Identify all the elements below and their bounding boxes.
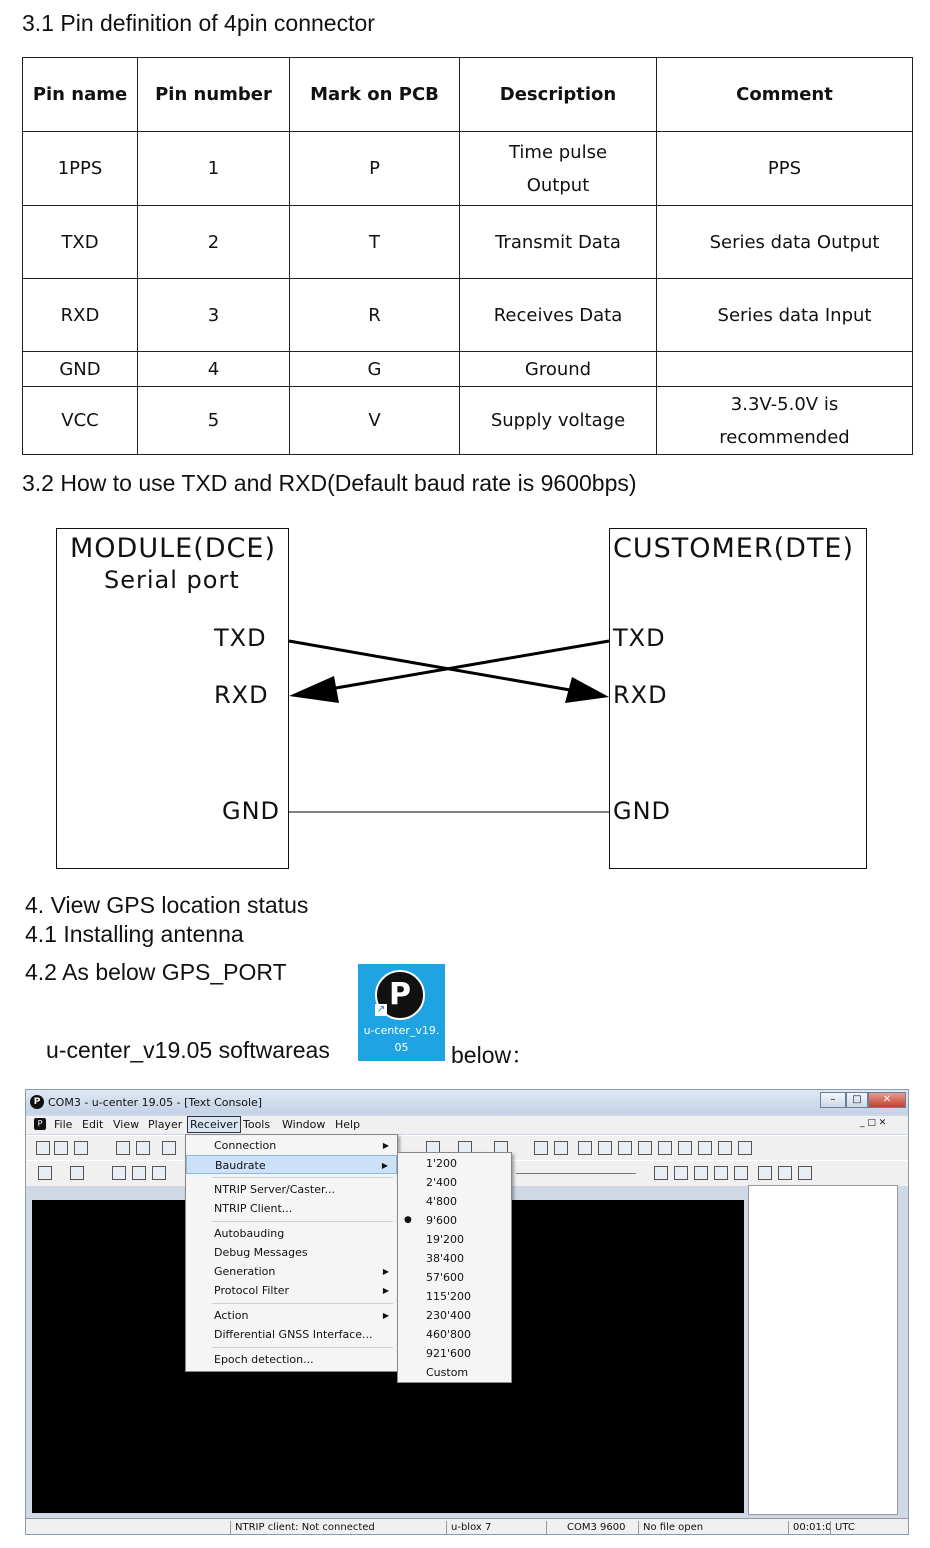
mdi-minimize-icon[interactable]: _ □ ✕: [860, 1118, 887, 1128]
cell-pin-name: RXD: [23, 279, 138, 352]
arrowhead-left-icon: [289, 676, 339, 703]
cell-description: Time pulse Output: [460, 132, 657, 206]
status-ntrip: NTRIP client: Not connected: [230, 1521, 446, 1535]
shortcut-arrow-icon: ↗: [376, 1004, 386, 1015]
warmstart-icon[interactable]: [674, 1166, 688, 1180]
cell-comment: Series data Output: [657, 206, 913, 279]
header-description: Description: [460, 58, 657, 132]
menu-item-action[interactable]: Action ▶: [186, 1306, 397, 1325]
status-receiver: u-blox 7: [446, 1521, 546, 1535]
header-pin-name: Pin name: [23, 58, 138, 132]
baudrate-option[interactable]: 4'800: [426, 1195, 458, 1208]
side-pane[interactable]: [748, 1185, 898, 1515]
player-slider[interactable]: [516, 1173, 636, 1174]
cell-pin-name: VCC: [23, 387, 138, 455]
cell-pin-name: TXD: [23, 206, 138, 279]
baudrate-option[interactable]: 1'200: [426, 1157, 458, 1170]
bug-icon[interactable]: [758, 1166, 772, 1180]
deviation-icon[interactable]: [698, 1141, 712, 1155]
table-icon[interactable]: [658, 1141, 672, 1155]
cell-pin-number: 1: [138, 132, 290, 206]
app-icon-label: u-center_v19. 05: [363, 1024, 440, 1054]
customer-title: CUSTOMER(DTE): [613, 533, 855, 564]
submenu-arrow-icon: ▶: [382, 1311, 389, 1320]
menu-help[interactable]: Help: [335, 1118, 361, 1131]
baudrate-option-custom[interactable]: Custom: [426, 1366, 469, 1379]
menu-window[interactable]: Window: [282, 1118, 326, 1131]
cell-comment: PPS: [657, 132, 913, 206]
section-heading-3-2: 3.2 How to use TXD and RXD(Default baud rate is 9600bps): [22, 470, 637, 496]
receiver-menu: [185, 1134, 398, 1372]
maximize-button[interactable]: □: [846, 1092, 868, 1108]
cell-comment: 3.3V-5.0V is recommended: [657, 387, 913, 455]
map-icon[interactable]: [638, 1141, 652, 1155]
clock-icon[interactable]: [598, 1141, 612, 1155]
menu-bar: [26, 1116, 908, 1134]
baudrate-option[interactable]: 460'800: [426, 1328, 472, 1341]
new-file-icon[interactable]: [36, 1141, 50, 1155]
ucenter-text-before: u-center_v19.05 softwareas: [46, 1037, 330, 1063]
baudrate-icon[interactable]: [70, 1166, 84, 1180]
satellite-icon[interactable]: [534, 1141, 548, 1155]
header-mark-on-pcb: Mark on PCB: [290, 58, 460, 132]
submenu-arrow-icon: ▶: [382, 1286, 389, 1295]
baudrate-option[interactable]: 38'400: [426, 1252, 465, 1265]
compass-icon[interactable]: [554, 1141, 568, 1155]
close-button[interactable]: ✕: [868, 1092, 906, 1108]
menu-edit[interactable]: Edit: [82, 1118, 104, 1131]
hotstart-icon[interactable]: [654, 1166, 668, 1180]
coldstart-icon[interactable]: [694, 1166, 708, 1180]
cell-comment: Series data Input: [657, 279, 913, 352]
menu-separator: [212, 1177, 393, 1178]
menu-item-protocol-filter[interactable]: Protocol Filter ▶: [186, 1281, 397, 1300]
app-logo-icon: P: [30, 1095, 44, 1109]
connect-icon[interactable]: [38, 1166, 52, 1180]
menu-item-differential-gnss[interactable]: Differential GNSS Interface...: [214, 1328, 373, 1341]
print-preview-icon[interactable]: [136, 1141, 150, 1155]
cut-icon[interactable]: [162, 1141, 176, 1155]
menu-item-autobauding[interactable]: Autobauding: [214, 1227, 285, 1240]
menu-separator: [212, 1221, 393, 1222]
title-bar: [26, 1090, 908, 1114]
module-title: MODULE(DCE): [70, 533, 276, 564]
module-subtitle: Serial port: [104, 566, 240, 594]
menu-item-debug-messages[interactable]: Debug Messages: [214, 1246, 308, 1259]
cell-mark: R: [290, 279, 460, 352]
debug-icon[interactable]: [132, 1166, 146, 1180]
cell-description: Supply voltage: [460, 387, 657, 455]
section-heading-4: 4. View GPS location status: [25, 892, 309, 918]
msg-disable-icon[interactable]: [734, 1166, 748, 1180]
baudrate-option[interactable]: 57'600: [426, 1271, 465, 1284]
menu-file[interactable]: File: [54, 1118, 73, 1131]
ucenter-text-after: below：: [451, 1042, 535, 1068]
bug-off-icon[interactable]: [778, 1166, 792, 1180]
status-port: COM3 9600: [546, 1521, 638, 1535]
open-icon[interactable]: [74, 1141, 88, 1155]
submenu-arrow-icon: ▶: [382, 1267, 389, 1276]
customer-txd-label: TXD: [613, 624, 666, 652]
cell-description: Transmit Data: [460, 206, 657, 279]
cell-mark: G: [290, 352, 460, 387]
selected-bullet-icon: ●: [404, 1215, 412, 1225]
bug-red-icon[interactable]: [798, 1166, 812, 1180]
sky-view-icon[interactable]: [578, 1141, 592, 1155]
cell-mark: T: [290, 206, 460, 279]
cell-mark: V: [290, 387, 460, 455]
menu-item-epoch-detection[interactable]: Epoch detection...: [214, 1353, 314, 1366]
status-time: 00:01:0: [788, 1521, 830, 1535]
rxd-from-txd-line: [330, 641, 609, 689]
menu-item-generation[interactable]: Generation ▶: [186, 1262, 397, 1281]
baudrate-option-selected[interactable]: ● 9'600: [398, 1211, 511, 1230]
menu-player[interactable]: Player: [148, 1118, 183, 1131]
baudrate-submenu: [397, 1152, 512, 1383]
cell-pin-name: 1PPS: [23, 132, 138, 206]
status-timezone: UTC: [830, 1521, 870, 1535]
menu-item-baudrate[interactable]: Baudrate ▶: [186, 1155, 397, 1174]
module-rxd-label: RXD: [214, 681, 269, 709]
section-heading-4-2: 4.2 As below GPS_PORT: [25, 959, 287, 985]
u-center-window: [25, 1089, 909, 1535]
menu-separator: [212, 1347, 393, 1348]
u-center-logo-icon: P: [375, 970, 425, 1020]
u-center-app-icon[interactable]: [358, 964, 445, 1061]
cell-description: Ground: [460, 352, 657, 387]
submenu-arrow-icon: ▶: [382, 1141, 389, 1150]
header-comment: Comment: [657, 58, 913, 132]
module-txd-label: TXD: [214, 624, 267, 652]
cell-mark: P: [290, 132, 460, 206]
menu-view[interactable]: View: [113, 1118, 140, 1131]
header-pin-number: Pin number: [138, 58, 290, 132]
section-heading-4-1: 4.1 Installing antenna: [25, 921, 244, 947]
reset-icon[interactable]: [152, 1166, 166, 1180]
cell-pin-number: 5: [138, 387, 290, 455]
section-heading-3-1: 3.1 Pin definition of 4pin connector: [22, 10, 375, 36]
menu-item-ntrip-server[interactable]: NTRIP Server/Caster...: [214, 1183, 335, 1196]
baudrate-option[interactable]: 921'600: [426, 1347, 472, 1360]
menu-tools[interactable]: Tools: [243, 1118, 271, 1131]
baudrate-option[interactable]: 2'400: [426, 1176, 458, 1189]
msg-enable-icon[interactable]: [714, 1166, 728, 1180]
window-title: COM3 - u-center 19.05 - [Text Console]: [48, 1096, 263, 1109]
menu-item-ntrip-client[interactable]: NTRIP Client...: [214, 1202, 293, 1215]
baudrate-option[interactable]: 230'400: [426, 1309, 472, 1322]
status-bar: [26, 1518, 908, 1535]
module-gnd-label: GND: [222, 797, 281, 825]
document-icon: P: [34, 1118, 46, 1130]
signal-icon[interactable]: [618, 1141, 632, 1155]
print-icon[interactable]: [116, 1141, 130, 1155]
cell-description: Receives Data: [460, 279, 657, 352]
baudrate-option[interactable]: 19'200: [426, 1233, 465, 1246]
minimize-button[interactable]: –: [820, 1092, 846, 1108]
menu-item-connection[interactable]: Connection ▶: [186, 1136, 397, 1155]
menu-receiver[interactable]: Receiver: [187, 1116, 241, 1133]
cell-pin-number: 4: [138, 352, 290, 387]
customer-rxd-label: RXD: [613, 681, 668, 709]
submenu-arrow-icon: ▶: [381, 1161, 388, 1170]
status-file: No file open: [638, 1521, 788, 1535]
cell-pin-number: 3: [138, 279, 290, 352]
cell-pin-name: GND: [23, 352, 138, 387]
arrowhead-right-icon: [565, 677, 609, 703]
baudrate-option[interactable]: 115'200: [426, 1290, 472, 1303]
statistics-icon[interactable]: [738, 1141, 752, 1155]
save-icon[interactable]: [54, 1141, 68, 1155]
menu-separator: [212, 1303, 393, 1304]
history-icon[interactable]: [718, 1141, 732, 1155]
camera-icon[interactable]: [678, 1141, 692, 1155]
autobaud-icon[interactable]: [112, 1166, 126, 1180]
cell-pin-number: 2: [138, 206, 290, 279]
customer-gnd-label: GND: [613, 797, 672, 825]
